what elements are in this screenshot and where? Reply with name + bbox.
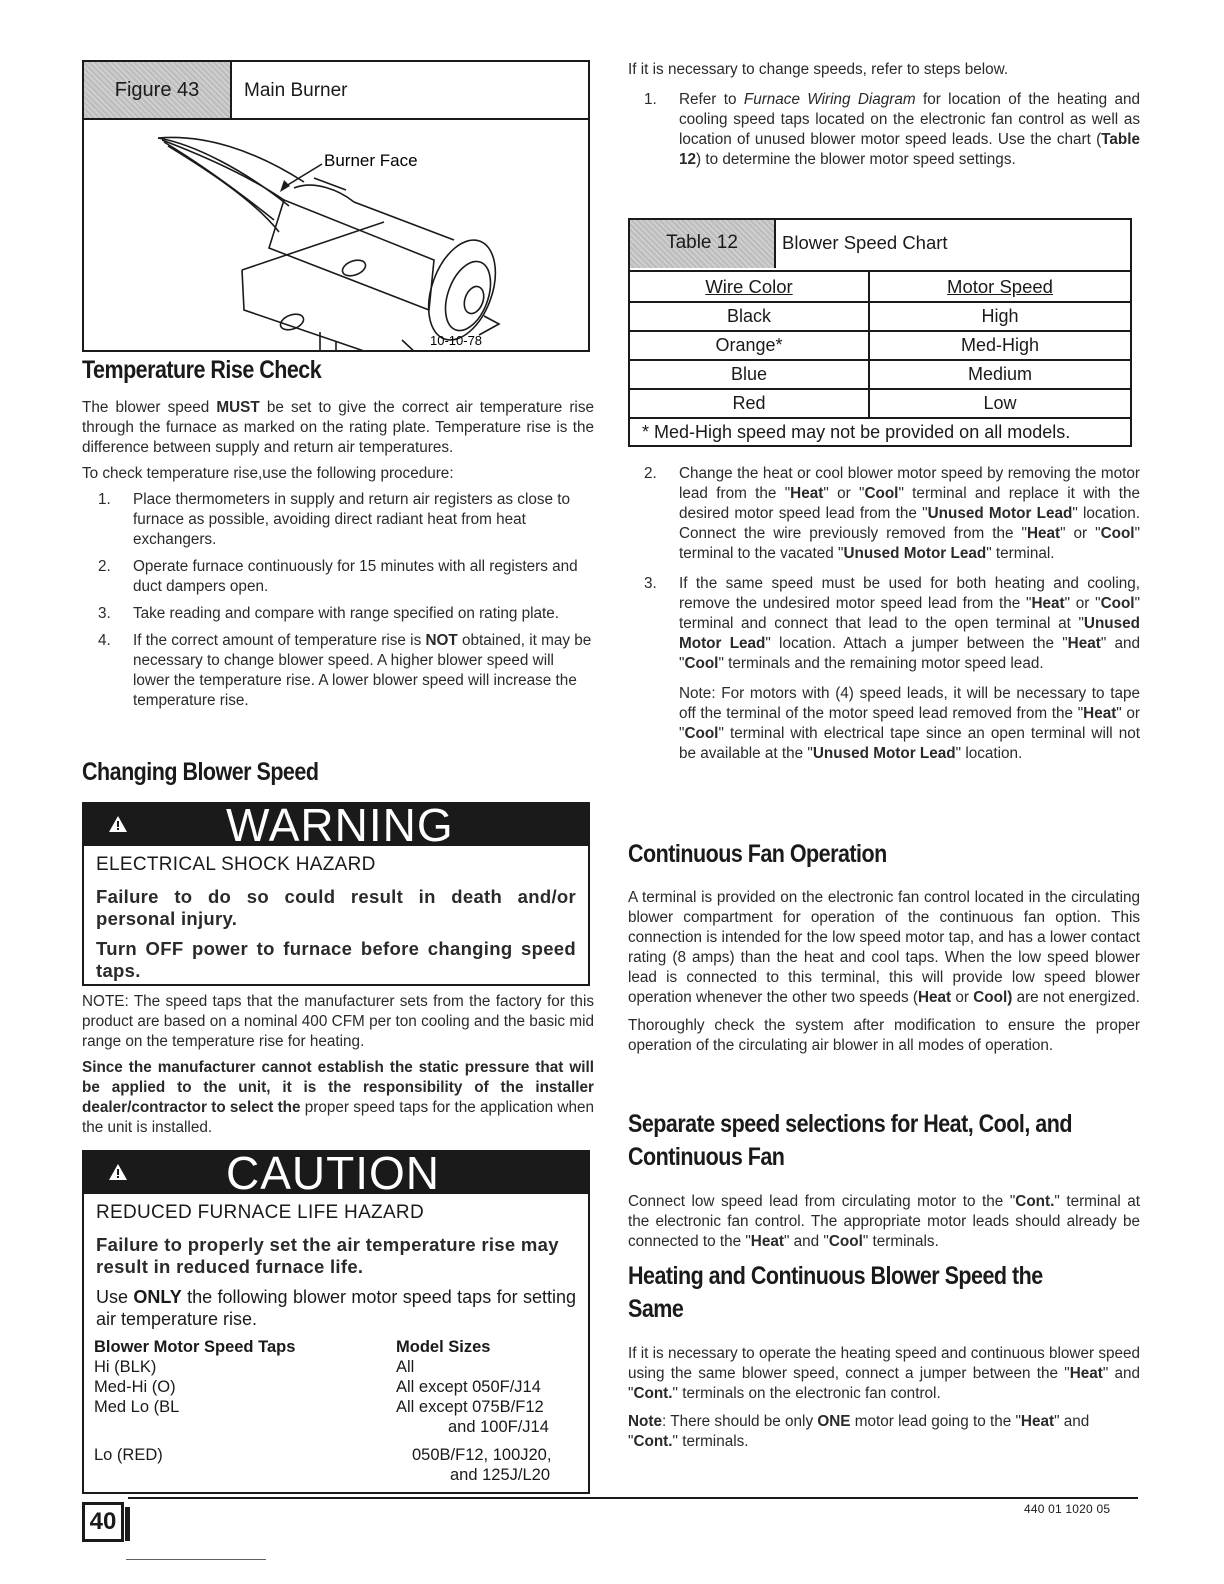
table-cell: Orange* [630,331,869,360]
separate-heading-wrap [628,1110,1144,1172]
footer-rule [128,1497,1138,1499]
figure-43 [82,60,590,352]
para-bold: Heat [1069,1365,1103,1382]
step-number: 3. [98,605,111,622]
step-bold: Cool [864,485,899,502]
model-cell: All [396,1358,415,1376]
table-title: Blower Speed Chart [782,232,948,253]
same-section [628,1344,1140,1452]
burner-face-callout: Burner Face [324,151,418,170]
same-para [628,1344,1140,1404]
intro-text-post: be set to give the correct air temperature rise through the furnace as marked on the rating plate. Temperature rise is the difference between supply and return air temperatures. [82,399,594,456]
table-header-row [630,272,1130,302]
model-cell: and 125J/L20 [450,1466,551,1484]
same-heading-wrap [628,1262,1110,1324]
caution-line-2 [96,1286,576,1330]
caution-line-1: Failure to properly set the air temperature rise may result in reduced furnace life. [96,1234,559,1277]
continuous-section [628,888,1140,1056]
note-label: NOTE [82,993,125,1010]
note-text: : There should be only [662,1413,818,1430]
step-bold: Unused Motor Lead [679,615,1140,652]
list-item [628,90,1140,170]
note-post: proper speed taps for the application when the unit is installed. [82,1099,594,1136]
temp-rise-intro [82,398,594,458]
step-text: Take reading and compare with range specified on rating plate. [133,605,560,622]
document-code: 440 01 1020 05 [1024,1502,1111,1516]
warning-triangle-icon [108,815,128,833]
change-speed-intro [628,60,1140,170]
list-item [82,490,594,550]
warning-title: WARNING [226,799,454,851]
step-number: 1. [98,491,111,508]
page-number: 40 [82,1502,124,1542]
para-bold: Cool [828,1233,863,1250]
para-text: are not energized. [1012,989,1140,1006]
list-item [628,464,1140,564]
step-text: " terminal and connect that lead to the open terminal at " [679,595,1140,632]
note-bold: Heat [1083,705,1117,722]
step-bold: Cool [1100,525,1135,542]
intro-text-pre: The blower speed [82,399,217,416]
separate-para [628,1192,1140,1252]
taps-header: Blower Motor Speed Taps [94,1338,296,1356]
figure-title: Main Burner [244,80,348,101]
blower-speed-table [630,272,1130,419]
continuous-fan-heading: Continuous Fan Operation [628,840,887,868]
change-steps-list [628,464,1140,674]
step-number: 3. [644,575,657,592]
note-text: : The speed taps that the manufacturer sets from the factory for this product are based on a nominal 400 CFM per ton cooling and the basic mid range on the temperature rise for heating. [82,993,594,1050]
motor-note [679,684,1140,764]
step-bold: Heat [790,485,824,502]
note-text: " terminal with electrical tape since an open terminal will not be available at the " [679,725,1140,762]
step-text: " and " [679,635,1140,672]
para-text: If it is necessary to operate the heating speed and continuous blower speed using the same blower speed, connect a jumper between the " [628,1345,1140,1382]
note-bold: Cool [684,725,719,742]
continuous-heading-wrap [628,840,929,869]
para-bold: Heat [750,1233,784,1250]
list-item [628,574,1140,674]
table-row [630,331,1130,360]
continuous-para-1 [628,888,1140,1008]
table-row [630,360,1130,389]
caution-text-pre: Use [96,1287,134,1307]
same-heading-line-2: Same [628,1295,684,1323]
temp-rise-heading: Temperature Rise Check [82,356,322,384]
temp-rise-heading-wrap [82,356,360,385]
step-number: 4. [98,632,111,649]
note-bold: Cont. [633,1433,673,1450]
para-bold: Cont. [1015,1193,1055,1210]
step-text-pre: If the correct amount of temperature rise is [133,632,426,649]
step-bold: Unused Motor Lead [927,505,1073,522]
note-text: " and " [628,1413,1090,1450]
step-text: " or " [823,485,865,502]
step-text: " terminals and the remaining motor speed lead. [718,655,1044,672]
step-text-italic: Furnace Wiring Diagram [743,91,916,108]
para-text: " terminals. [862,1233,939,1250]
separate-heading-line-1: Separate speed selections for Heat, Cool, and [628,1110,1072,1138]
model-cell: and 100F/J14 [448,1418,549,1436]
note-bold: Unused Motor Lead [812,745,956,762]
notes-section [82,992,594,1138]
list-item [82,557,594,597]
caution-text-post: the following blower motor speed taps for setting air temperature rise. [96,1287,576,1329]
caution-text-bold: ONLY [133,1287,182,1307]
changing-blower-heading: Changing Blower Speed [82,758,319,786]
model-cell: 050B/F12, 100J20, [412,1446,552,1464]
models-header: Model Sizes [396,1338,491,1356]
para-text: " terminal at the electronic fan control. The appropriate motor leads should already be connected to the " [628,1193,1141,1250]
note-text: " location. [955,745,1023,762]
step-bold: Heat [1026,525,1061,542]
step-bold: Unused Motor Lead [843,545,987,562]
para-bold: Cool) [973,989,1013,1006]
step-bold: Heat [1031,595,1065,612]
note-bold: Since the manufacturer cannot establish the static pressure that will be applied to the unit, it is the responsibility of the installer dealer/contractor to select the [82,1059,594,1116]
step-text: ) to determine the blower motor speed settings. [696,151,1016,168]
table-cell: Low [869,389,1130,418]
note-text: : For motors with (4) speed leads, it will be necessary to tape off the terminal of the motor speed lead removed from the " [679,685,1140,722]
tap-cell: Med-Hi (O) [94,1378,176,1396]
model-cell: All except 050F/J14 [396,1378,541,1396]
list-item [82,631,594,711]
column-header: Wire Color [630,272,869,302]
table-cell: High [869,302,1130,331]
table-header [630,220,1130,272]
same-heading-line-1: Heating and Continuous Blower Speed the [628,1262,1043,1290]
separate-section [628,1192,1140,1252]
para-bold: Cont. [633,1385,673,1402]
step-number: 1. [644,91,657,108]
table-cell: Red [630,389,869,418]
note-bold: ONE [817,1413,851,1430]
burner-illustration [84,120,588,350]
model-cell: All except 075B/F12 [396,1398,544,1416]
figure-label: Figure 43 [84,62,232,120]
table-12 [628,218,1132,447]
change-steps-1 [628,90,1140,170]
note-bold: Heat [1020,1413,1055,1430]
para-text: A terminal is provided on the electronic fan control located in the circulating blower compartment for operation of the continuous fan option. This connection is intended for the low speed motor tap, and has a lower contact rating (8 amps) than the heat and cool taps. When the low speed blower lead is connected to this terminal, this will provide low speed blower operation whenever the other two speeds ( [628,889,1140,1006]
note-label: Note [679,685,712,702]
table-label: Table 12 [630,220,776,268]
warning-line-1: Failure to do so could result in death and/or personal injury. [96,886,576,929]
temp-rise-steps [82,490,594,711]
step-text: for location of the heating and cooling speed taps located on the electronic fan control as well as location of unused blower motor speed leads. Use the chart ( [679,91,1140,148]
table-row [630,302,1130,331]
caution-triangle-icon [108,1163,128,1181]
step-text: " terminal and replace it with the desired motor speed lead from the " [679,485,1140,522]
column-header: Motor Speed [869,272,1130,302]
step-bold: Heat [1067,635,1101,652]
temp-rise-section [82,398,594,711]
list-item [82,604,594,624]
step-bold: Cool [684,655,719,672]
figure-code: 10-10-78 [430,333,483,348]
procedure-text: To check temperature rise,use the following procedure: [82,465,454,482]
step-text-bold: Table 12 [679,131,1140,168]
step-text: " or " [1064,595,1101,612]
para-text: " terminals on the electronic fan control. [672,1385,941,1402]
para-bold: Heat [917,989,952,1006]
change-steps-2 [628,464,1140,764]
warning-line-2: Turn OFF power to furnace before changing speed taps. [96,938,576,981]
warning-box [82,799,590,986]
table-row [630,389,1130,418]
step-text: " or " [1060,525,1101,542]
tap-cell: Lo (RED) [94,1446,163,1464]
right-intro: If it is necessary to change speeds, refer to steps below. [628,61,1009,78]
tap-cell: Med Lo (BL [94,1398,180,1416]
para-text: or [951,989,974,1006]
note-text: motor lead going to the " [850,1413,1021,1430]
step-text-bold: NOT [425,632,458,649]
step-bold: Cool [1100,595,1135,612]
intro-text-bold: MUST [216,399,260,416]
step-number: 2. [98,558,111,575]
step-text-post: obtained, it may be necessary to change blower speed. A higher blower speed will lower the temperature rise. A lower blower speed will increase the temperature rise. [133,632,592,709]
warning-hazard: ELECTRICAL SHOCK HAZARD [96,854,376,875]
separate-heading-line-2: Continuous Fan [628,1143,785,1171]
note-factory [82,992,594,1052]
para-text: " and " [628,1365,1141,1402]
changing-heading-wrap [82,758,357,787]
note-text: " terminals. [672,1433,749,1450]
step-text: If the same speed must be used for both heating and cooling, remove the undesired motor speed lead from the " [679,575,1140,612]
table-cell: Black [630,302,869,331]
step-text: Change the heat or cool blower motor speed by removing the motor lead from the " [679,465,1140,502]
note-static-pressure [82,1058,594,1138]
table-cell: Medium [869,360,1130,389]
same-note [628,1412,1140,1452]
note-text: " or " [679,705,1140,742]
speed-taps-table [94,1337,574,1497]
step-number: 2. [644,465,657,482]
table-cell: Blue [630,360,869,389]
caution-hazard: REDUCED FURNACE LIFE HAZARD [96,1202,424,1223]
tap-cell: Hi (BLK) [94,1358,157,1376]
note-label: Note [628,1413,662,1430]
step-text: " location. Attach a jumper between the " [765,635,1068,652]
step-text: Place thermometers in supply and return air registers as close to furnace as possible, avoiding direct radiant heat from heat exchangers. [133,491,571,548]
table-footnote: * Med-High speed may not be provided on all models. [642,422,1071,442]
step-text: " terminal. [986,545,1055,562]
caution-header [84,1147,588,1199]
footer-link-line [126,1559,266,1560]
step-text: Operate furnace continuously for 15 minutes with all registers and duct dampers open. [133,558,578,595]
step-text: Refer to [679,91,744,108]
step-text: " terminal to the vacated " [679,525,1140,562]
step-text: " location. Connect the wire previously removed from the " [679,505,1140,542]
continuous-para-2: Thoroughly check the system after modification to ensure the proper operation of the circulating air blower in all modes of operation. [628,1017,1140,1054]
table-cell: Med-High [869,331,1130,360]
warning-header [84,799,588,851]
para-text: Connect low speed lead from circulating motor to the " [628,1193,1016,1210]
caution-title: CAUTION [226,1147,440,1199]
para-text: " and " [783,1233,829,1250]
